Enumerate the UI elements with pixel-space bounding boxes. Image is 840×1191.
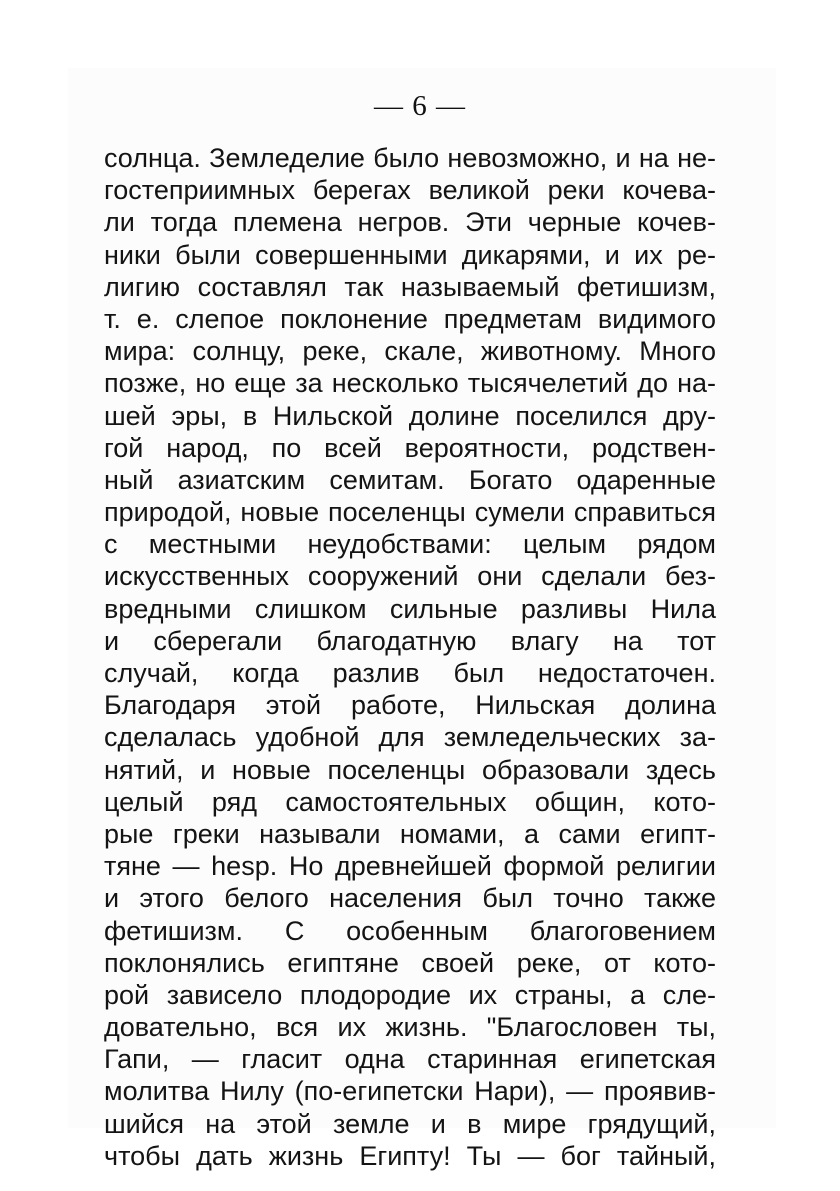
text-line: рой зависело плодородие их страны, а сле- [104, 979, 716, 1010]
text-line: позже, но еще за несколько тысячелетий до на- [104, 368, 716, 399]
text-line: лигию составлял так называемый фетишизм, [104, 271, 716, 302]
text-line: сделалась удобной для земледельческих за- [104, 722, 716, 753]
text-line: т. е. слепое поклонение предметам видимого [104, 303, 716, 334]
page-number: — 6 — [374, 90, 466, 122]
text-line: целый ряд самостоятельных общин, кото- [104, 786, 716, 817]
text-line: тяне — hesp. Но древнейшей формой религии [104, 851, 716, 882]
text-line: довательно, вся их жизнь. "Благословен ты, [104, 1012, 716, 1043]
text-line: молитва Нилу (по-египетски Нари), — проявив- [104, 1076, 716, 1107]
text-line: случай, когда разлив был недостаточен. [104, 658, 716, 688]
text-line: ли тогда племена негров. Эти черные кочев- [104, 207, 716, 238]
text-line: Гапи, — гласит одна старинная египетская [104, 1044, 716, 1075]
text-line: природой, новые поселенцы сумели справиться [104, 497, 716, 528]
text-line: поклонялись египтяне своей реке, от кото- [104, 947, 716, 978]
text-line: ный азиатским семитам. Богато одаренные [104, 464, 716, 495]
text-line: рые греки называли номами, а сами египт- [104, 818, 716, 849]
text-line: с местными неудобствами: целым рядом [104, 529, 716, 560]
text-line: чтобы дать жизнь Египту! Ты — бог тайный, [104, 1140, 716, 1171]
text-line: ники были совершенными дикарями, и их ре- [104, 239, 716, 270]
text-line: шей эры, в Нильской долине поселился дру- [104, 400, 716, 431]
text-line: мира: солнцу, реке, скале, животному. Много [104, 336, 716, 367]
text-line: фетишизм. С особенным благоговением [104, 915, 716, 946]
text-line: искусственных сооружений они сделали без- [104, 561, 716, 592]
text-line: Благодаря этой работе, Нильская долина [104, 690, 716, 721]
text-line: и сберегали благодатную влагу на тот [104, 625, 716, 656]
text-line: гостеприимных берегах великой реки кочева- [104, 175, 716, 206]
text-line: гой народ, по всей вероятности, родствен- [104, 432, 716, 463]
text-line: и этого белого населения был точно также [104, 883, 716, 914]
text-line: солнца. Земледелие было невозможно, и на не- [104, 143, 716, 173]
text-line: вредными слишком сильные разливы Нила [104, 593, 716, 624]
text-line: шийся на этой земле и в мире грядущий, [104, 1108, 716, 1139]
text-line: нятий, и новые поселенцы образовали здесь [104, 754, 716, 785]
body-text [104, 142, 716, 1172]
